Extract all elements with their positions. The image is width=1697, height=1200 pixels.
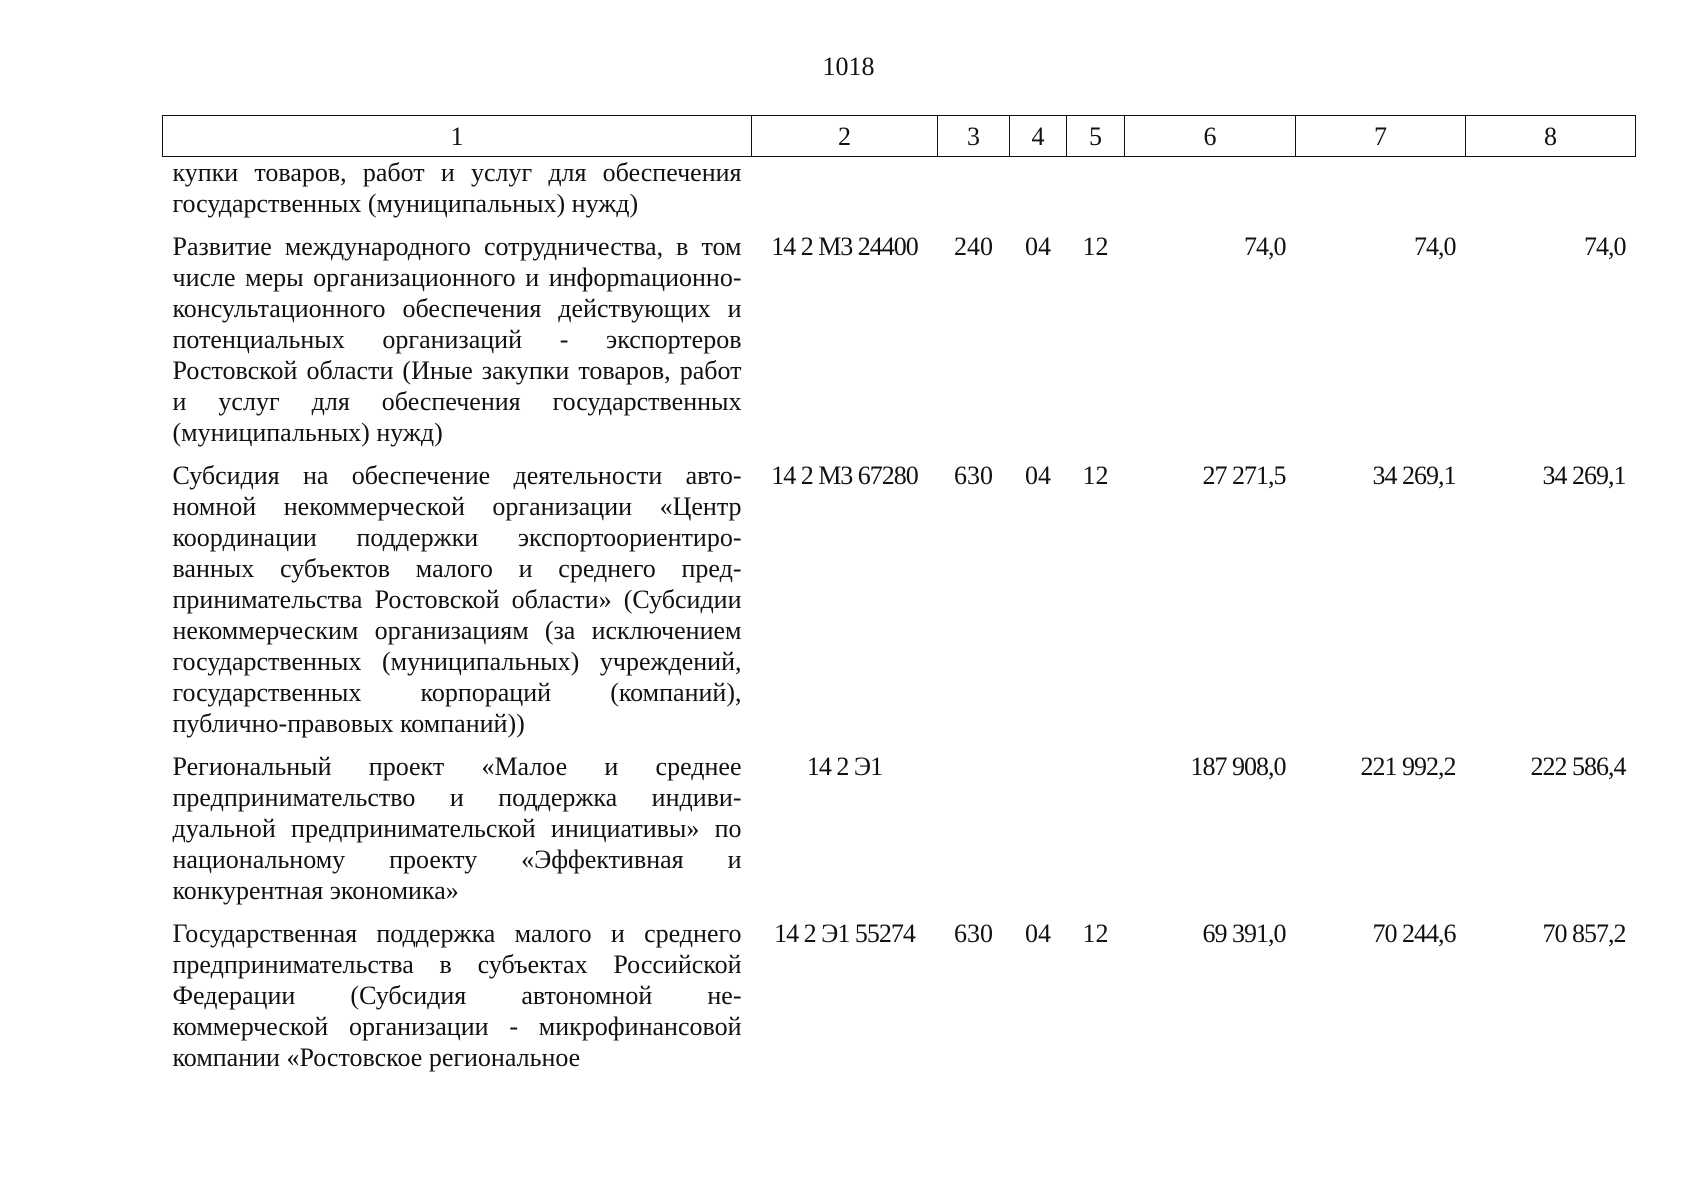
row-target-code bbox=[752, 157, 938, 232]
row-value-col8: 34 269,1 bbox=[1542, 461, 1626, 490]
row-description: Развитие международного сотрудничества, в том числе меры организационного и инфорmационно-консультационного обеспечения действующих и потенциальных организаций - экспортеров Ростовской области (Иные закупки товаров, работ и услуг для обеспечения государственных (муниципальных) нужд) bbox=[172, 232, 742, 447]
row-value-col8: 222 586,4 bbox=[1530, 752, 1626, 781]
row-section bbox=[1010, 751, 1067, 918]
header-col-3: 3 bbox=[938, 116, 1010, 157]
row-value-col8: 70 857,2 bbox=[1542, 919, 1626, 948]
table-row bbox=[163, 751, 1636, 918]
page-number: 1018 bbox=[822, 52, 875, 81]
row-expense-type: 630 bbox=[954, 919, 993, 948]
header-col-1: 1 bbox=[163, 116, 752, 157]
row-expense-type bbox=[938, 157, 1010, 232]
header-col-7: 7 bbox=[1296, 116, 1466, 157]
row-target-code: 14 2 М3 67280 bbox=[771, 461, 918, 490]
budget-table bbox=[162, 115, 1636, 1085]
row-target-code: 14 2 Э1 bbox=[806, 752, 883, 781]
row-value-col6: 69 391,0 bbox=[1202, 919, 1286, 948]
row-value-col7: 221 992,2 bbox=[1360, 752, 1456, 781]
table-row bbox=[163, 231, 1636, 460]
row-value-col6: 74,0 bbox=[1244, 232, 1286, 261]
row-target-code: 14 2 Э1 55274 bbox=[774, 919, 915, 948]
row-target-code: 14 2 М3 24400 bbox=[771, 232, 918, 261]
row-value-col6: 187 908,0 bbox=[1190, 752, 1286, 781]
row-value-col7 bbox=[1296, 157, 1466, 232]
row-value-col7: 34 269,1 bbox=[1372, 461, 1456, 490]
row-subsection: 12 bbox=[1082, 232, 1109, 261]
row-value-col8: 74,0 bbox=[1584, 232, 1626, 261]
row-expense-type: 630 bbox=[954, 461, 993, 490]
row-section: 04 bbox=[1025, 232, 1051, 261]
row-description: Субсидия на обеспечение деятельности автономной некоммерческой организации «Центр координации поддержки экспортоориентированных субъектов малого и среднего предпринимательства Ростовской области» (Субсидии некоммерческим организациям (за исключением государственных (муниципальных) учреждений, государственных корпораций (компаний), публично-правовых компаний)) bbox=[172, 461, 742, 738]
row-value-col6 bbox=[1125, 157, 1296, 232]
row-section bbox=[1010, 157, 1067, 232]
row-section: 04 bbox=[1025, 919, 1051, 948]
header-col-4: 4 bbox=[1010, 116, 1067, 157]
row-subsection bbox=[1067, 751, 1125, 918]
header-col-6: 6 bbox=[1125, 116, 1296, 157]
row-subsection bbox=[1067, 157, 1125, 232]
header-col-2: 2 bbox=[752, 116, 938, 157]
table-row bbox=[163, 460, 1636, 751]
header-col-5: 5 bbox=[1067, 116, 1125, 157]
row-expense-type: 240 bbox=[954, 232, 993, 261]
table-row bbox=[163, 918, 1636, 1085]
row-subsection: 12 bbox=[1082, 919, 1109, 948]
row-value-col7: 74,0 bbox=[1414, 232, 1456, 261]
row-section: 04 bbox=[1025, 461, 1051, 490]
row-value-col7: 70 244,6 bbox=[1372, 919, 1456, 948]
header-row bbox=[163, 116, 1636, 157]
row-subsection: 12 bbox=[1082, 461, 1109, 490]
table-row bbox=[163, 157, 1636, 232]
row-description: Региональный проект «Малое и среднее предпринимательство и поддержка индивидуальной предпринимательской инициативы» по национальному проекту «Эффективная и конкурентная экономика» bbox=[172, 752, 742, 905]
header-col-8: 8 bbox=[1466, 116, 1636, 157]
row-value-col6: 27 271,5 bbox=[1202, 461, 1286, 490]
row-description: купки товаров, работ и услуг для обеспечения государственных (муниципальных) нужд) bbox=[172, 158, 742, 218]
row-value-col8 bbox=[1466, 157, 1636, 232]
row-description: Государственная поддержка малого и среднего предпринимательства в субъектах Российской Федерации (Субсидия автономной некоммерческой организации - микрофинансовой компании «Ростовское региональное bbox=[172, 919, 742, 1072]
row-expense-type bbox=[938, 751, 1010, 918]
